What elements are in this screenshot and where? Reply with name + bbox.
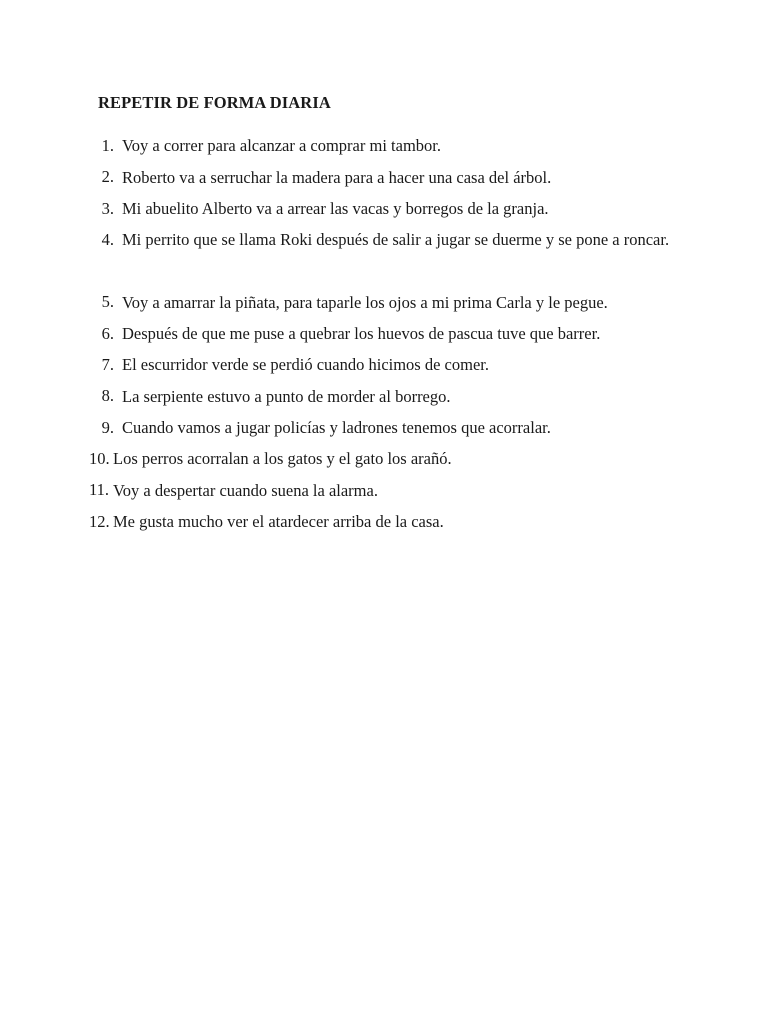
- list-item-number: 5.: [101, 292, 114, 312]
- list-item-text: Mi abuelito Alberto va a arrear las vacas y borregos de la granja.: [122, 199, 549, 218]
- list-item: [0, 353, 768, 384]
- list-item: [0, 510, 768, 541]
- list-item-number: 7.: [101, 355, 114, 375]
- list-item-number: 4.: [101, 229, 114, 249]
- list-item-text: El escurridor verde se perdió cuando hicimos de comer.: [122, 355, 489, 375]
- list-item-number: 1.: [101, 136, 114, 155]
- list-item-number: 9.: [101, 417, 114, 437]
- list-item-text: Después de que me puse a quebrar los huevos de pascua tuve que barrer.: [122, 324, 601, 344]
- list-item-text: Roberto va a serruchar la madera para a hacer una casa del árbol.: [122, 167, 552, 187]
- list-item-number: 8.: [101, 386, 114, 406]
- list-item-text: Mi perrito que se llama Roki después de salir a jugar se duerme y se pone a roncar.: [122, 230, 670, 250]
- list-item: [0, 228, 768, 291]
- list-item-text: Los perros acorralan a los gatos y el gato los arañó.: [113, 449, 452, 469]
- list-item-number: 2.: [101, 167, 114, 187]
- list-item-number: 6.: [101, 323, 114, 343]
- list-item: [0, 447, 768, 478]
- list-item: [0, 322, 768, 353]
- list-item: [0, 478, 768, 509]
- list-item-text: Voy a despertar cuando suena la alarma.: [113, 480, 378, 500]
- list-item: [0, 416, 768, 447]
- list-item-number: 10.: [89, 448, 110, 468]
- list-item-text: La serpiente estuvo a punto de morder al borrego.: [122, 386, 451, 406]
- list-item: [0, 384, 768, 415]
- list-item-number: 12.: [89, 511, 110, 531]
- list-item: [0, 197, 768, 228]
- list-item-text: Cuando vamos a jugar policías y ladrones tenemos que acorralar.: [122, 418, 551, 438]
- list-item: [0, 290, 768, 321]
- document-title: REPETIR DE FORMA DIARIA: [98, 93, 331, 112]
- list-item: [0, 134, 768, 165]
- sentence-list: [0, 134, 768, 541]
- list-item-text: Voy a correr para alcanzar a comprar mi tambor.: [122, 136, 441, 156]
- list-item-number: 3.: [101, 198, 114, 218]
- list-item-number: 11.: [89, 480, 110, 500]
- list-item-text: Me gusta mucho ver el atardecer arriba de la casa.: [113, 511, 444, 531]
- list-item-text: Voy a amarrar la piñata, para taparle los ojos a mi prima Carla y le pegue.: [122, 292, 608, 312]
- list-item: [0, 165, 768, 196]
